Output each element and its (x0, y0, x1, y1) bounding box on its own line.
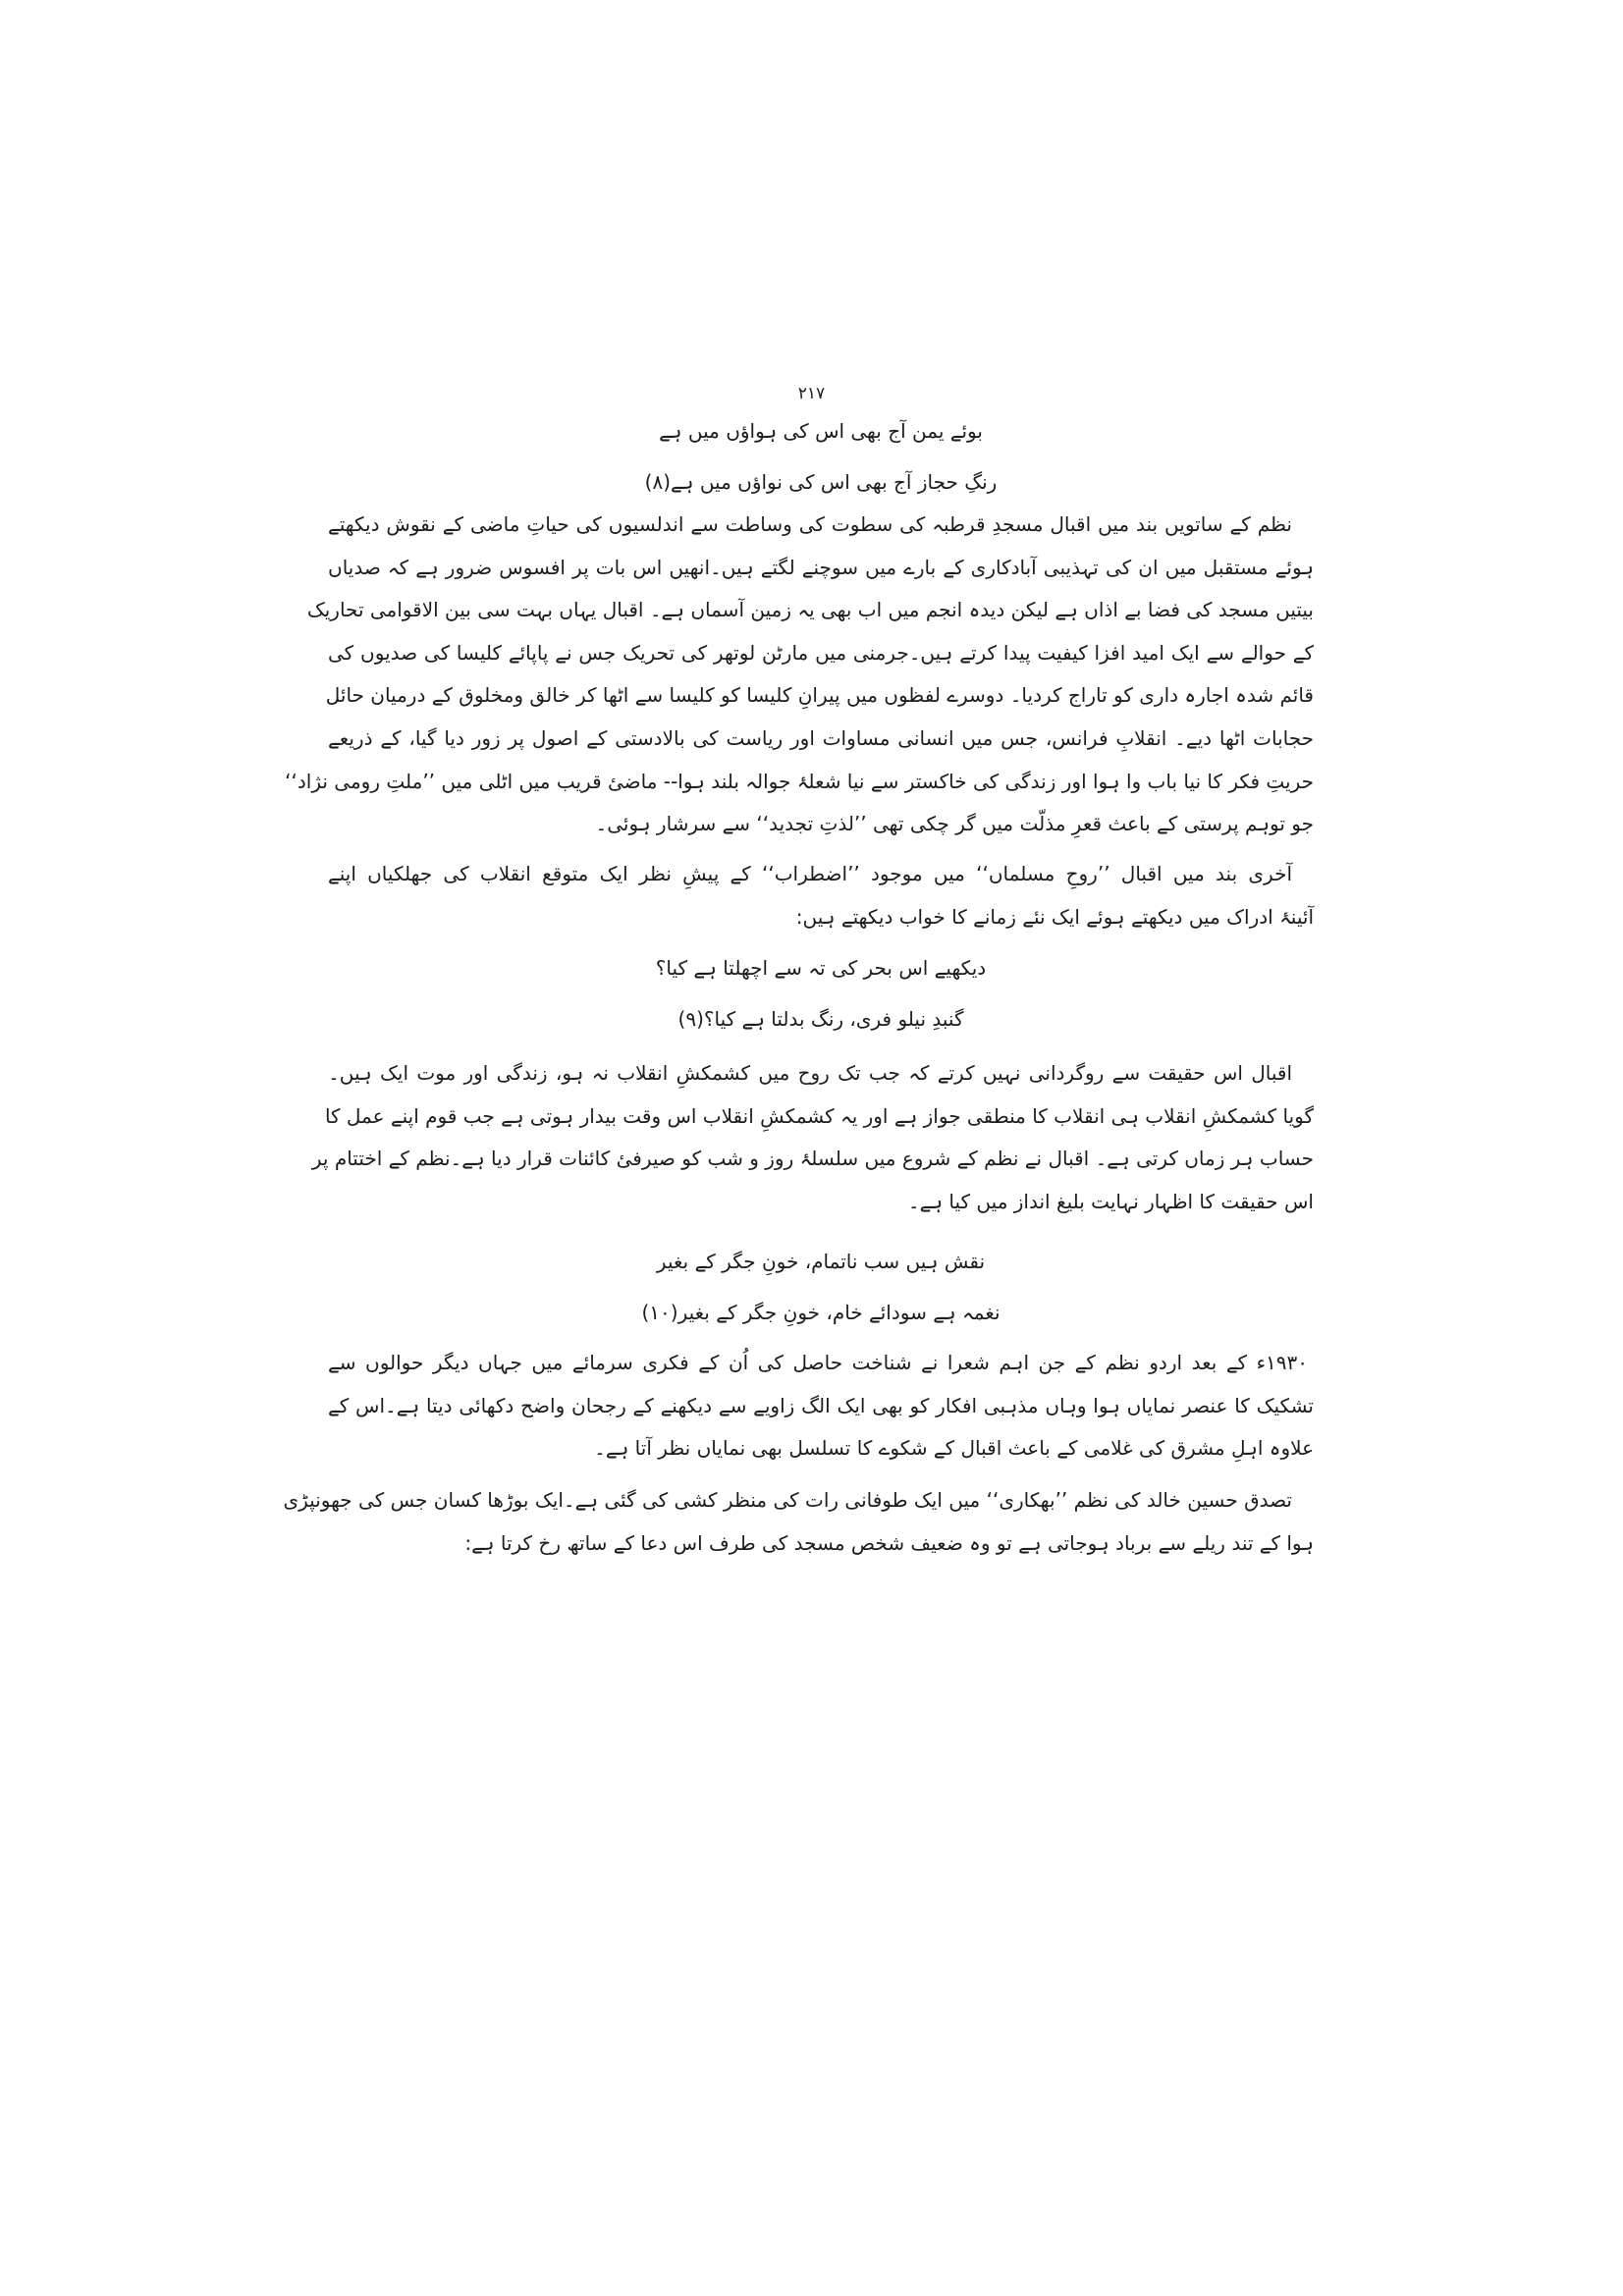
paragraph-line: قائم شدہ اجارہ داری کو تاراج کردیا۔ دوسرے لفظوں میں پیرانِ کلیسا کو کلیسا سے اٹھا کر خالق ومخلوق کے درمیان حائل (325, 683, 1314, 708)
paragraph-line: اس حقیقت کا اظہار نہایت بلیغ انداز میں کیا ہے۔ (907, 1189, 1314, 1213)
verse-line: نقش ہیں سب ناتمام، خونِ جگر کے بغیر (656, 1250, 986, 1273)
paragraph-line: ہوا کے تند ریلے سے برباد ہوجاتی ہے تو وہ ضعیف شخص مسجد کی طرف اس دعا کے ساتھ رخ کرتا ہے: (464, 1530, 1314, 1555)
verse-line: گنبدِ نیلو فری، رنگ بدلتا ہے کیا؟(۹) (677, 1007, 964, 1031)
paragraph-line: حجابات اٹھا دیے۔ انقلابِ فرانس، جس میں انسانی مساوات اور ریاست کی بالادستی کے اصول پر زور دیا گیا، کے ذریعے (328, 725, 1314, 750)
verse-line: بوئے یمن آج بھی اس کی ہواؤں میں ہے (659, 419, 983, 443)
paragraph-line: ہوئے مستقبل میں ان کی تہذیبی آبادکاری کے بارے میں سوچنے لگتے ہیں۔انھیں اس بات پر افسوس ضرور ہے کہ صدیاں (328, 555, 1315, 579)
paragraph-line: نظم کے ساتویں بند میں اقبال مسجدِ قرطبہ کی سطوت کی وساطت سے اندلسیوں کی حیاتِ ماضی کے نقوش دیکھتے (328, 512, 1292, 536)
verse-line: رنگِ حجاز آج بھی اس کی نواؤں میں ہے(۸) (644, 470, 998, 494)
paragraph-line: جو توہم پرستی کے باعث قعرِ مذلّت میں گر چکی تھی ’’لذتِ تجدید‘‘ سے سرشار ہوئی۔ (595, 812, 1314, 836)
couplet (328, 942, 1314, 1044)
paragraph-line: حریتِ فکر کا نیا باب وا ہوا اور زندگی کی خاکستر سے نیا شعلۂ جوالہ بلند ہوا-- ماضیٔ قریب میں اٹلی میں ’’ملتِ رومی نژاد‘‘ (285, 769, 1314, 793)
paragraph-line: آخری بند میں اقبال ’’روحِ مسلماں‘‘ میں موجود ’’اضطراب‘‘ کے پیشِ نظر ایک متوقع انقلاب کی جھلکیاں اپنے (328, 862, 1292, 885)
page-number: ۲۱۷ (797, 384, 826, 403)
paragraph (285, 504, 1315, 846)
paragraph-line: تصدق حسین خالد کی نظم ’’بھکاری‘‘ میں ایک طوفانی رات کی منظر کشی کی گئی ہے۔ایک بوڑھا کسان جس کی جھونپڑی (283, 1488, 1292, 1512)
paragraph (283, 1479, 1314, 1565)
paragraph-line: بیتیں مسجد کی فضا بے اذاں ہے لیکن دیدہ انجم میں اب بھی یہ زمین آسماں ہے۔ اقبال یہاں بہت سی بین الاقوامی تحاریک (306, 598, 1314, 622)
paragraph-line: کے حوالے سے ایک امید افزا کیفیت پیدا کرتے ہیں۔جرمنی میں مارٹن لوتھر کی تحریک جس نے پاپائے کلیسا کی صدیوں کی (328, 640, 1314, 665)
verse-line: دیکھیے اس بحر کی تہ سے اچھلتا ہے کیا؟ (655, 956, 987, 980)
paragraph-line: ۱۹۳۰ء کے بعد اردو نظم کے جن اہم شعرا نے شناخت حاصل کی اُن کے فکری سرمائے میں جہاں دیگر حوالوں سے (328, 1351, 1308, 1374)
paragraph-line: گویا کشمکشِ انقلاب ہی انقلاب کا منطقی جواز ہے اور یہ کشمکشِ انقلاب اس وقت بیدار ہوتی ہے جب قوم اپنے عمل کا (324, 1103, 1314, 1128)
couplet (328, 405, 1314, 507)
paragraph-line: اقبال اس حقیقت سے روگردانی نہیں کرتے کہ جب تک روح میں کشمکشِ انقلاب نہ ہو، زندگی اور موت ایک ہیں۔ (328, 1061, 1292, 1085)
couplet (328, 1236, 1314, 1338)
paragraph-line: حساب ہر زماں کرتی ہے۔ اقبال نے نظم کے شروع میں سلسلۂ روز و شب کو صیرفیٔ کائنات قرار دیا ہے۔نظم کے اختتام پر (311, 1147, 1314, 1171)
paragraph-line: علاوہ اہلِ مشرق کی غلامی کے باعث اقبال کے شکوے کا تسلسل بھی نمایاں نظر آتا ہے۔ (594, 1436, 1314, 1461)
paragraph-line: تشکیک کا عنصر نمایاں ہوا وہاں مذہبی افکار کو بھی ایک الگ زاویے سے دیکھنے کے رجحان واضح دکھائی دیتا ہے۔اس کے (328, 1393, 1314, 1417)
paragraph-line: آئینۂ ادراک میں دیکھتے ہوئے ایک نئے زمانے کا خواب دیکھتے ہیں: (795, 904, 1314, 929)
paragraph (328, 1342, 1314, 1470)
verse-line: نغمہ ہے سودائے خام، خونِ جگر کے بغیر(۱۰) (641, 1301, 1001, 1324)
paragraph (328, 853, 1314, 938)
paragraph (311, 1052, 1314, 1223)
